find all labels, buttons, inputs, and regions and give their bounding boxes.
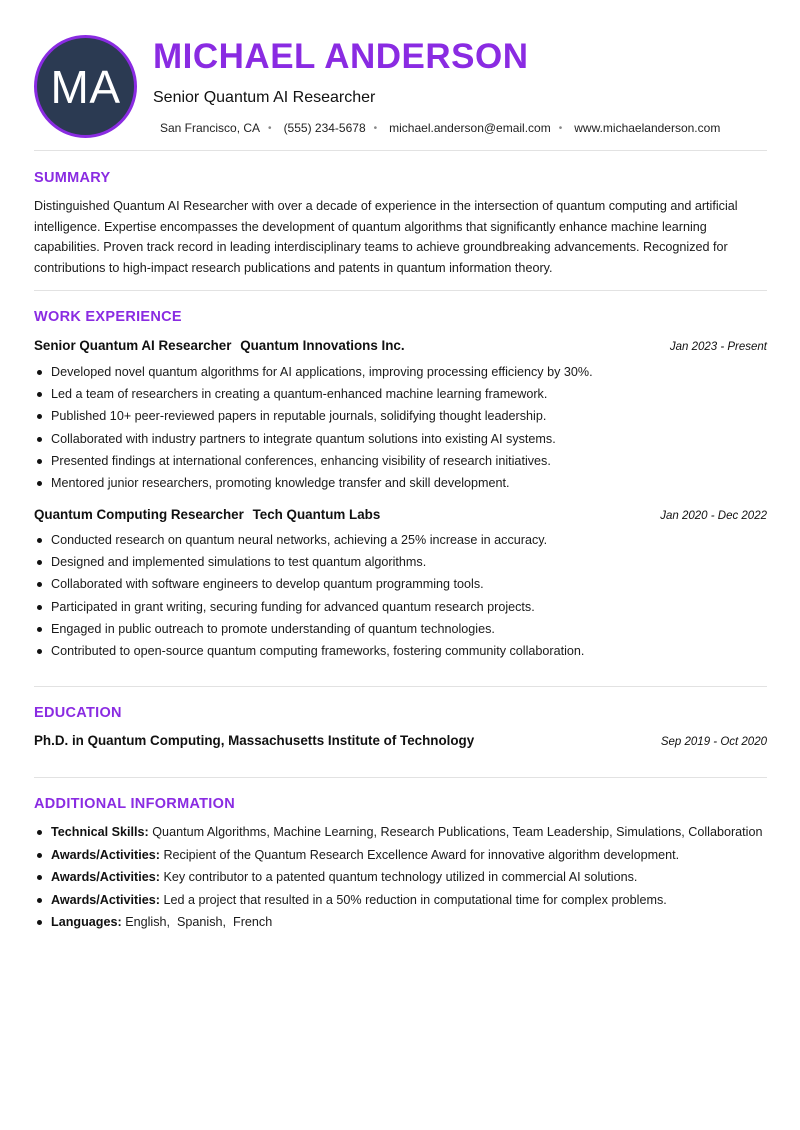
list-item: Led a team of researchers in creating a quantum-enhanced machine learning framework. (34, 386, 769, 402)
section-title-additional: ADDITIONAL INFORMATION (34, 796, 235, 812)
list-item (34, 868, 769, 887)
info-text: Led a project that resulted in a 50% reduction in computational time for complex problems. (163, 892, 667, 907)
job-company: Quantum Innovations Inc. (240, 338, 405, 353)
education-degree: Ph.D. in Quantum Computing, Massachusetts Institute of Technology (34, 733, 475, 748)
list-item: Collaborated with software engineers to develop quantum programming tools. (34, 576, 769, 592)
contact-location: San Francisco, CA (160, 121, 261, 135)
info-label: Awards/Activities: (51, 892, 160, 907)
job-position: Senior Quantum AI Researcher (34, 338, 232, 353)
contact-separator: • (558, 122, 563, 134)
avatar-initials: MA (50, 60, 121, 113)
contact-email[interactable]: michael.anderson@email.com (389, 121, 551, 135)
section-title-experience: WORK EXPERIENCE (34, 309, 182, 325)
list-item: Participated in grant writing, securing funding for advanced quantum research projects. (34, 599, 769, 615)
candidate-role: Senior Quantum AI Researcher (153, 89, 376, 106)
education-entry (34, 733, 767, 748)
job-header (34, 507, 767, 522)
candidate-name: MICHAEL ANDERSON (153, 37, 529, 76)
contact-separator: • (268, 122, 272, 134)
list-item: Conducted research on quantum neural networks, achieving a 25% increase in accuracy. (34, 532, 769, 548)
section-title-summary: SUMMARY (34, 170, 111, 186)
contact-line (160, 121, 720, 135)
contact-phone: (555) 234-5678 (283, 121, 366, 135)
list-item: Presented findings at international conferences, enhancing visibility of research initiatives. (34, 453, 769, 469)
info-text: English, Spanish, French (125, 915, 273, 930)
list-item (34, 913, 769, 932)
list-item (34, 823, 769, 842)
info-label: Awards/Activities: (51, 870, 160, 885)
list-item (34, 846, 769, 865)
info-label: Awards/Activities: (51, 847, 160, 862)
job-dates: Jan 2023 - Present (669, 341, 767, 353)
list-item: Mentored junior researchers, promoting knowledge transfer and skill development. (34, 475, 769, 491)
list-item: Published 10+ peer-reviewed papers in reputable journals, solidifying thought leadership. (34, 408, 769, 424)
job-company: Tech Quantum Labs (252, 507, 381, 522)
job-dates: Jan 2020 - Dec 2022 (660, 510, 767, 522)
avatar (34, 35, 137, 138)
info-label: Technical Skills: (51, 825, 149, 839)
contact-website[interactable]: www.michaelanderson.com (574, 121, 721, 135)
job-bullets (34, 364, 769, 497)
job-title-line (34, 338, 405, 353)
list-item (34, 891, 769, 910)
additional-info-list (34, 823, 769, 936)
job-header (34, 338, 767, 353)
info-text: Recipient of the Quantum Research Excellence Award for innovative algorithm development. (163, 847, 680, 862)
job-bullets (34, 532, 769, 665)
list-item: Developed novel quantum algorithms for AI applications, improving processing efficiency by 30%. (34, 364, 769, 380)
list-item: Collaborated with industry partners to integrate quantum solutions into existing AI systems. (34, 431, 769, 447)
info-label: Languages: (51, 915, 122, 930)
list-item: Designed and implemented simulations to test quantum algorithms. (34, 554, 769, 570)
job-title-line (34, 507, 380, 522)
education-dates: Sep 2019 - Oct 2020 (660, 736, 767, 748)
list-item: Contributed to open-source quantum computing frameworks, fostering community collaboration. (34, 643, 769, 659)
info-text: Key contributor to a patented quantum technology utilized in commercial AI solutions. (163, 870, 638, 885)
divider (34, 686, 767, 687)
job-position: Quantum Computing Researcher (34, 507, 244, 522)
section-title-education: EDUCATION (34, 705, 122, 721)
contact-separator: • (373, 122, 378, 134)
list-item: Engaged in public outreach to promote understanding of quantum technologies. (34, 621, 769, 637)
summary-text: Distinguished Quantum AI Researcher with over a decade of experience in the intersection of quantum computing and artificial intelligence. Expertise encompasses the development of quantum algorithms that significantly enhance machine learning capabilities. Proven track record in leading interdisciplinary teams to achieve groundbreaking advancements. Recognized for contributions to high-impact research publications and patents in quantum information theory. (34, 199, 738, 275)
divider (34, 290, 767, 291)
info-text: Quantum Algorithms, Machine Learning, Research Publications, Team Leadership, Simulations, Collaboration (152, 825, 763, 839)
divider (34, 777, 767, 778)
divider (34, 150, 767, 151)
